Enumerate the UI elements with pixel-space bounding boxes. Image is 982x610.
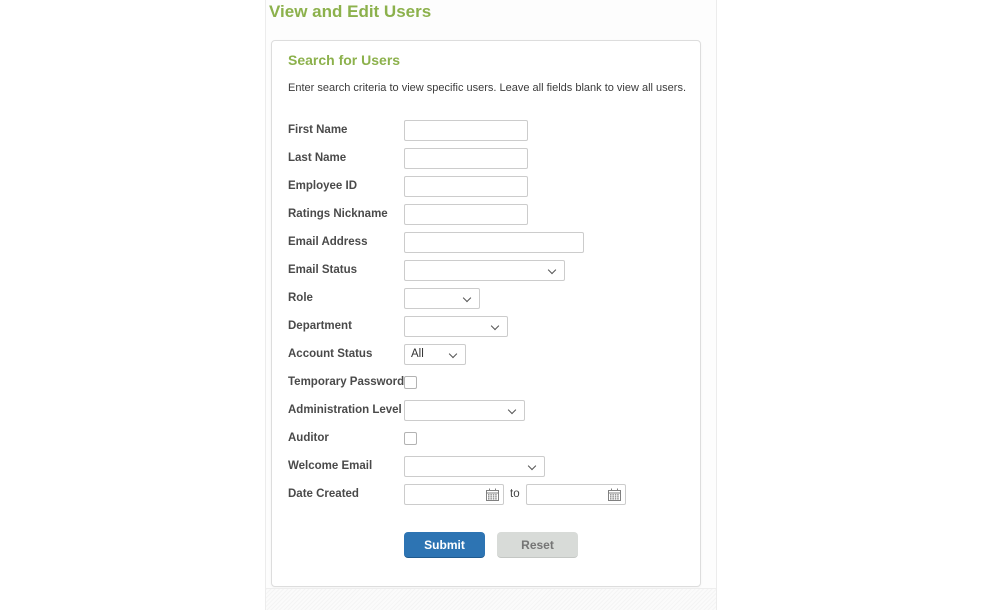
- welcome-email-label: Welcome Email: [288, 460, 373, 472]
- field-row-email-address: [288, 228, 684, 256]
- field-row-welcome-email: [288, 452, 684, 480]
- first-name-input[interactable]: [404, 120, 528, 141]
- card-title: Search for Users: [288, 52, 401, 68]
- search-users-card: [271, 40, 701, 587]
- administration-level-select[interactable]: [404, 400, 525, 421]
- field-row-ratings-nickname: [288, 200, 684, 228]
- chevron-down-icon: [508, 405, 516, 413]
- last-name-label: Last Name: [288, 152, 347, 164]
- account-status-value: All: [411, 348, 424, 360]
- department-label: Department: [288, 320, 352, 332]
- chevron-down-icon: [491, 321, 499, 329]
- page-title: View and Edit Users: [269, 2, 432, 21]
- date-created-from-input[interactable]: [404, 484, 504, 505]
- field-row-account-status: [288, 340, 684, 368]
- auditor-checkbox[interactable]: [404, 432, 417, 445]
- ratings-nickname-input[interactable]: [404, 204, 528, 225]
- administration-level-label: Administration Level: [288, 404, 402, 416]
- temporary-password-label: Temporary Password: [288, 376, 405, 388]
- field-row-first-name: [288, 116, 684, 144]
- field-row-administration-level: [288, 396, 684, 424]
- field-row-auditor: [288, 424, 684, 452]
- field-row-role: [288, 284, 684, 312]
- field-row-department: [288, 312, 684, 340]
- chevron-down-icon: [528, 461, 536, 469]
- auditor-label: Auditor: [288, 432, 329, 444]
- date-created-range: [404, 484, 626, 505]
- calendar-icon[interactable]: [608, 488, 621, 501]
- calendar-icon[interactable]: [486, 488, 499, 501]
- form-actions: [404, 532, 684, 558]
- chevron-down-icon: [463, 293, 471, 301]
- footer-texture-strip: [266, 588, 716, 610]
- employee-id-label: Employee ID: [288, 180, 358, 192]
- date-created-label: Date Created: [288, 488, 359, 500]
- card-description: Enter search criteria to view specific users. Leave all fields blank to view all users.: [288, 82, 687, 94]
- submit-button[interactable]: Submit: [404, 532, 485, 558]
- field-row-last-name: [288, 144, 684, 172]
- field-row-date-created: [288, 480, 684, 508]
- ratings-nickname-label: Ratings Nickname: [288, 208, 388, 220]
- email-address-input[interactable]: [404, 232, 584, 253]
- department-select[interactable]: [404, 316, 508, 337]
- search-form: [288, 116, 684, 558]
- chevron-down-icon: [548, 265, 556, 273]
- chevron-down-icon: [449, 349, 457, 357]
- last-name-input[interactable]: [404, 148, 528, 169]
- field-row-temporary-password: [288, 368, 684, 396]
- email-address-label: Email Address: [288, 236, 368, 248]
- temporary-password-checkbox[interactable]: [404, 376, 417, 389]
- field-row-email-status: [288, 256, 684, 284]
- date-range-separator: to: [510, 488, 520, 500]
- content-column: [265, 0, 717, 610]
- welcome-email-select[interactable]: [404, 456, 545, 477]
- date-created-to-input[interactable]: [526, 484, 626, 505]
- employee-id-input[interactable]: [404, 176, 528, 197]
- reset-button[interactable]: Reset: [497, 532, 578, 558]
- field-row-employee-id: [288, 172, 684, 200]
- email-status-label: Email Status: [288, 264, 358, 276]
- email-status-select[interactable]: [404, 260, 565, 281]
- first-name-label: First Name: [288, 124, 348, 136]
- role-label: Role: [288, 292, 313, 304]
- account-status-select[interactable]: [404, 344, 466, 365]
- role-select[interactable]: [404, 288, 480, 309]
- account-status-label: Account Status: [288, 348, 373, 360]
